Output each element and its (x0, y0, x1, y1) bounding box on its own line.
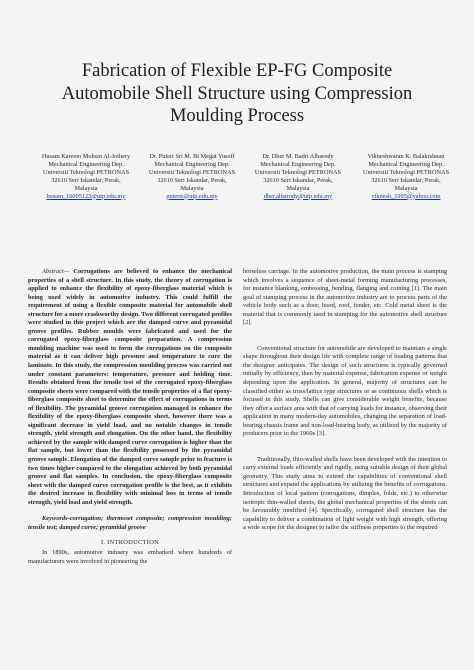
author-email-link[interactable]: viknesh_1995@yahoo.com (371, 192, 441, 200)
author-address: 32610 Seri Iskandar, Perak, (263, 176, 333, 184)
author-name: Dr. Puteri Sri M. Bt Megat Yusoff (149, 153, 235, 160)
section-heading-introduction: I. INTRODUCTION (100, 539, 160, 547)
author-2 (138, 153, 246, 200)
author-dept: Mechanical Engineering Dep. (368, 160, 444, 168)
author-email-link[interactable]: dher.albarody@utp.edu.my (263, 192, 333, 200)
author-email-link[interactable]: husam_16005123@utp.edu.my (46, 192, 126, 200)
left-column (28, 268, 232, 566)
author-university: Universiti Teknologi PETRONAS (42, 168, 130, 176)
author-3 (244, 153, 352, 200)
body-paragraph-3: Traditionally, thin-walled shells have been developed with the intention to carry external loads efficiently and rigidly, using suitable design of their global geometry. This study aims to extend the capabilities of conventional shell structures and expand the applications by utilizing the benefits of corrugations. Introduction of local pattern (corrugations, dimples, folds, etc.) to otherwise isotropic thin-walled sheets, the global mechanical properties of the sheets can be favourably modified [4]. Specifically, corrugated shell structure has the capability to deliver a combination of light weight with high strength, offering a wide scope for the designer to tailor the stiffness properties to the required (243, 455, 447, 532)
abstract-body: Corrugations are believed to enhance the mechanical properties of a shell structure. In this study, the theory of corrugation is applied to enhance the flexibility of epoxy-fiberglass material which is being used widely in automotive industry. This could fulfill the requirement of using a flexible composite material for automobile shell structure for a more crashworthy design. Two different corrugated profiles were studied in this project which are the damped curve and pyramidal groove profiles. Rubber moulds were fabricated and used for the corrugated epoxy-fiberglass composite preparation. A compression moulding machine was used to form the corrugations on the composite material as it can deliver high pressure and temperature to cure the laminate. In this study, the compression moulding process was carried out under constant parameters: temperature, pressure and holding time. Results obtained from the tensile test of the corrugated epoxy-fiberglass composite sheets were compared with the tensile properties of a flat epoxy-fiberglass composite sheet to determine the effect of corrugations in terms of flexibility. The pyramidal groove corrugation managed to enhance the flexibility of the epoxy-fiberglass composite sheet, however there was a significant decrease in yield load, and no notable changes in tensile strength, yield strength and elongation. On the other hand, the flexibility achieved by the sample with damped curve corrugation is higher than the flat sample, but lower than the flexibility possessed by the pyramidal groove sample. Elongation of the damped curve sample prior to fracture is two times higher compared to the elongation achieved by both pyramidal groove and flat samples. In conclusion, the epoxy-fiberglass composite sheet with the damped curve corrugation profile is the best, as it exhibits the desired increase in flexibility with minimal loss in terms of tensile strength, yield load and yield strength. (28, 268, 232, 506)
body-paragraph-1: horseless carriage. In the automotive production, the main process is stamping which involves a sequence of sheet-metal forming manufacturing processes, for instance blanking, embossing, bending, flanging and coining [1]. The main goal of stamping process in the automotive industry are to process parts of the vehicle body such as a door, hood, roof, fender, etc. Cold metal sheet is the material that is commonly used in stamping for the automotive shell structure [2]. (243, 268, 447, 327)
author-university: Universiti Teknologi PETRONAS (254, 168, 342, 176)
abstract (28, 268, 232, 507)
title-line: Automobile Shell Structure using Compression (61, 83, 413, 104)
paper-title (50, 60, 424, 128)
author-university: Universiti Teknologi PETRONAS (148, 168, 236, 176)
body-paragraph-2: Conventional structure for automobile are developed to maintain a single shape throughout their design life with complete range of loading patterns that the designer anticipates. The design of such structures is typically governed initially by efficiency, then by material expense, fabrication expense or weight depending upon the application. In general, majority of structures can be classified either as truss/lattice type structures or as continuous shells which is focused in this study. Shells can give considerable weight benefits, because they offer a surface area with that of carrying loads for instance, observing their application in many modern-day automobiles, changing the separation of load-bearing chassis frame and non-load-bearing body, as utilized by the majority of producers prior to the 1960s [3]. (243, 344, 447, 438)
title-line: Moulding Process (169, 106, 305, 126)
author-country: Malaysia (394, 184, 418, 192)
author-name: Husam Kareem Mohsin Al-Jothery (41, 153, 131, 160)
author-dept: Mechanical Engineering Dep. (260, 160, 336, 168)
intro-paragraph: In 1890s, automotive industry was embarked where hundreds of manufacturers were involved in pioneering the (28, 548, 232, 565)
author-address: 32610 Seri Iskandar, Perak, (51, 176, 121, 184)
author-dept: Mechanical Engineering Dep. (48, 160, 124, 168)
abstract-label: Abstract— (42, 268, 70, 275)
author-university: Universiti Teknologi PETRONAS (362, 168, 450, 176)
author-1 (30, 153, 142, 200)
author-address: 32610 Seri Iskandar, Perak, (371, 176, 441, 184)
author-country: Malaysia (286, 184, 310, 192)
author-country: Malaysia (74, 184, 98, 192)
right-column (243, 268, 447, 533)
author-dept: Mechanical Engineering Dep. (154, 160, 230, 168)
title-line: Fabrication of Flexible EP-FG Composite (81, 61, 393, 81)
author-name: Dr. Dher M. Badri Albarody (262, 153, 334, 160)
author-address: 32610 Seri Iskandar, Perak, (157, 176, 227, 184)
author-block (0, 153, 474, 215)
author-country: Malaysia (180, 184, 204, 192)
author-name: Vikneshwaran K. Balakrshnan (367, 153, 445, 160)
keywords: Keywords-corrugation; thermoset composite; compression moulding; tensile test; damped curve; pyramidal groove (28, 515, 232, 531)
author-email-link[interactable]: puteris@utp.edu.my (166, 192, 218, 200)
author-4 (352, 153, 460, 200)
